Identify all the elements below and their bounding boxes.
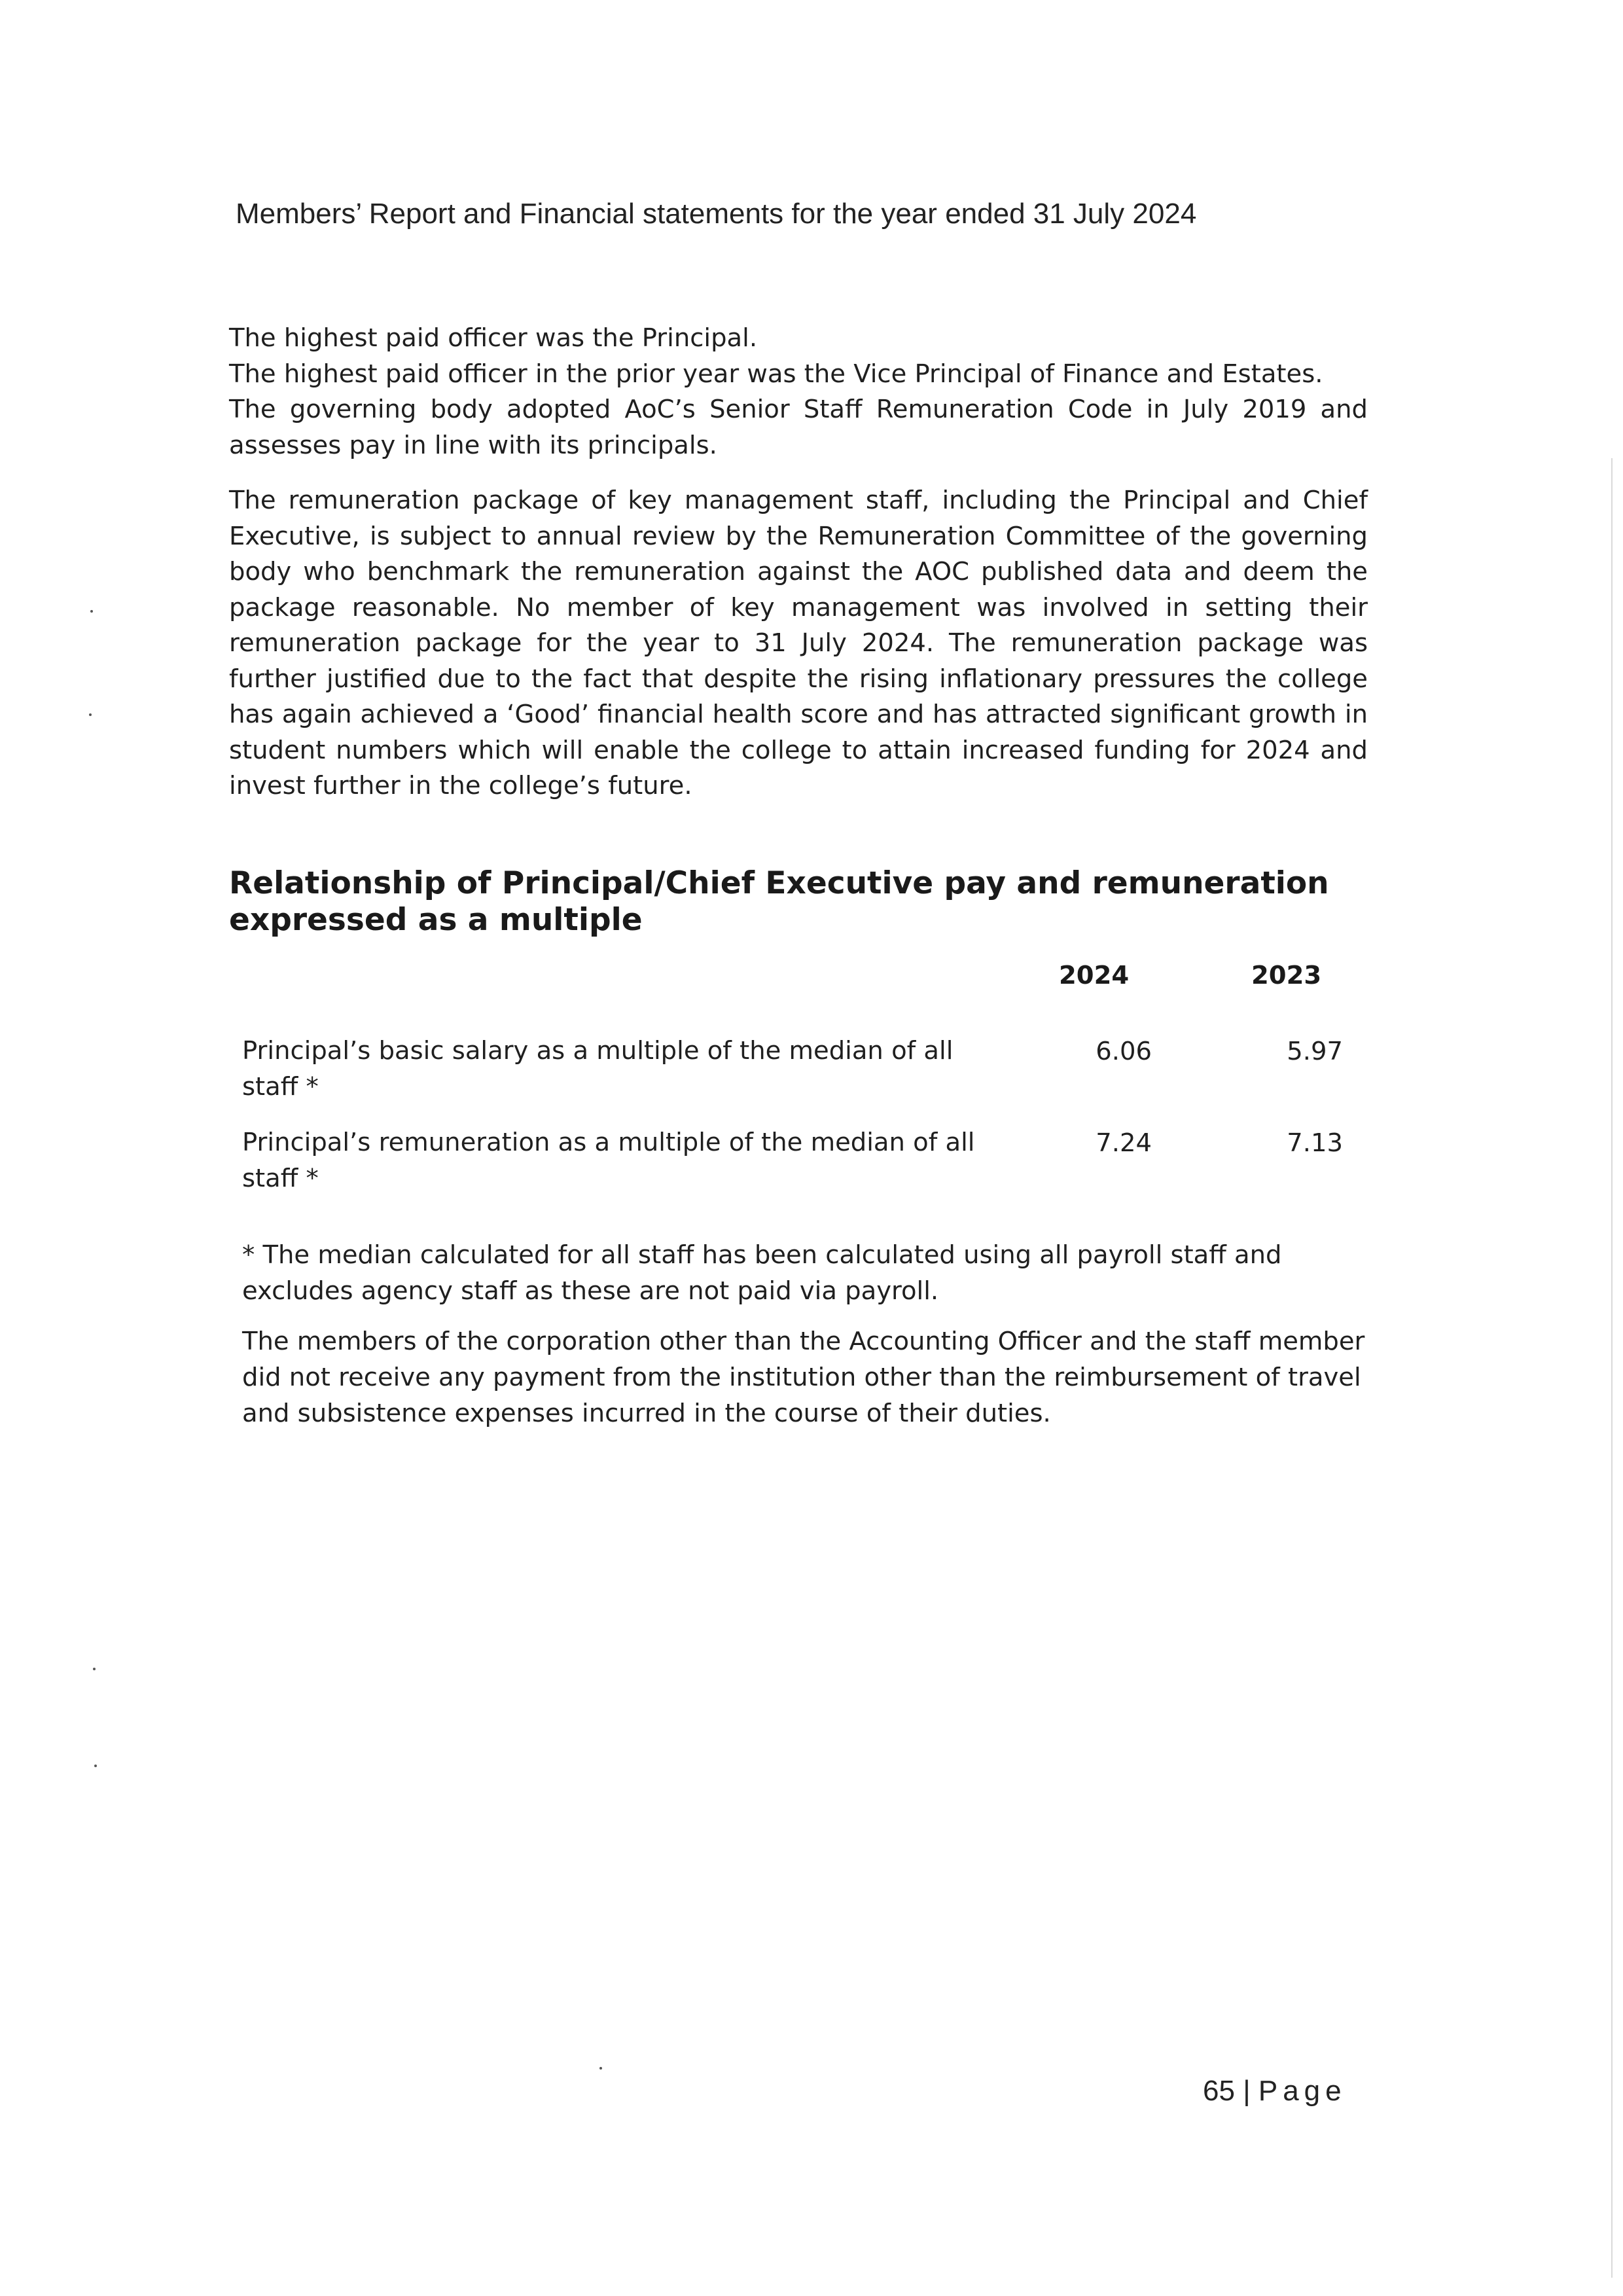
page-number-value: 65 bbox=[1203, 2075, 1235, 2107]
page-label: Page bbox=[1258, 2075, 1347, 2107]
remuneration-paragraph: The remuneration package of key management staff, including the Principal and Chief Executive, is subject to annual review by the Remuneration Committee of the governing body who benchmark the remuneration against the AOC published data and deem the package reasonable. No member of key management was involved in setting their remuneration package for the year to 31 July 2024. The remuneration package was further justified due to the fact that despite the rising inflationary pressures the college has again achieved a ‘Good’ financial health score and has attracted significant growth in student numbers which will enable the college to attain increased funding for 2024 and invest further in the college’s future. bbox=[229, 486, 1368, 800]
table-row-label-remuneration: Principal’s remuneration as a multiple of the median of all staff * bbox=[242, 1128, 975, 1193]
page-number bbox=[1203, 2075, 1347, 2108]
members-paragraph: The members of the corporation other than the Accounting Officer and the staff member did not receive any payment from the institution other than the reimbursement of travel and subsistence expenses incurred in the course of their duties. bbox=[242, 1327, 1365, 1428]
intro-line-principal: The highest paid officer was the Principal. bbox=[229, 323, 758, 353]
intro-line-prior-year: The highest paid officer in the prior year was the Vice Principal of Finance and Estates. bbox=[229, 359, 1323, 389]
intro-block bbox=[229, 321, 1368, 392]
footnote: * The median calculated for all staff has been calculated using all payroll staff and excludes agency staff as these are not paid via payroll. bbox=[242, 1240, 1282, 1306]
scan-speck bbox=[93, 1668, 96, 1670]
page-header: Members’ Report and Financial statements for the year ended 31 July 2024 bbox=[236, 198, 1197, 230]
table-cell-basic-salary-2024: 6.06 bbox=[1096, 1037, 1152, 1066]
table-cell-remuneration-2024: 7.24 bbox=[1096, 1128, 1152, 1158]
scan-speck bbox=[90, 610, 93, 613]
column-header-2023: 2023 bbox=[1251, 961, 1322, 990]
table-cell-basic-salary-2023: 5.97 bbox=[1287, 1037, 1343, 1066]
table-row-label-basic-salary: Principal’s basic salary as a multiple of the median of all staff * bbox=[242, 1036, 954, 1102]
intro-line-governing-body: The governing body adopted AoC’s Senior Staff Remuneration Code in July 2019 and assesses pay in line with its principals. bbox=[229, 395, 1368, 460]
scan-edge-line bbox=[1611, 458, 1613, 2278]
table-cell-remuneration-2023: 7.13 bbox=[1287, 1128, 1343, 1158]
page-number-separator: | bbox=[1243, 2075, 1251, 2107]
column-header-2024: 2024 bbox=[1059, 961, 1130, 990]
scan-speck bbox=[94, 1765, 97, 1767]
section-heading: Relationship of Principal/Chief Executive pay and remuneration expressed as a multiple bbox=[229, 865, 1329, 938]
scan-speck bbox=[599, 2067, 602, 2070]
scan-speck bbox=[89, 713, 92, 716]
